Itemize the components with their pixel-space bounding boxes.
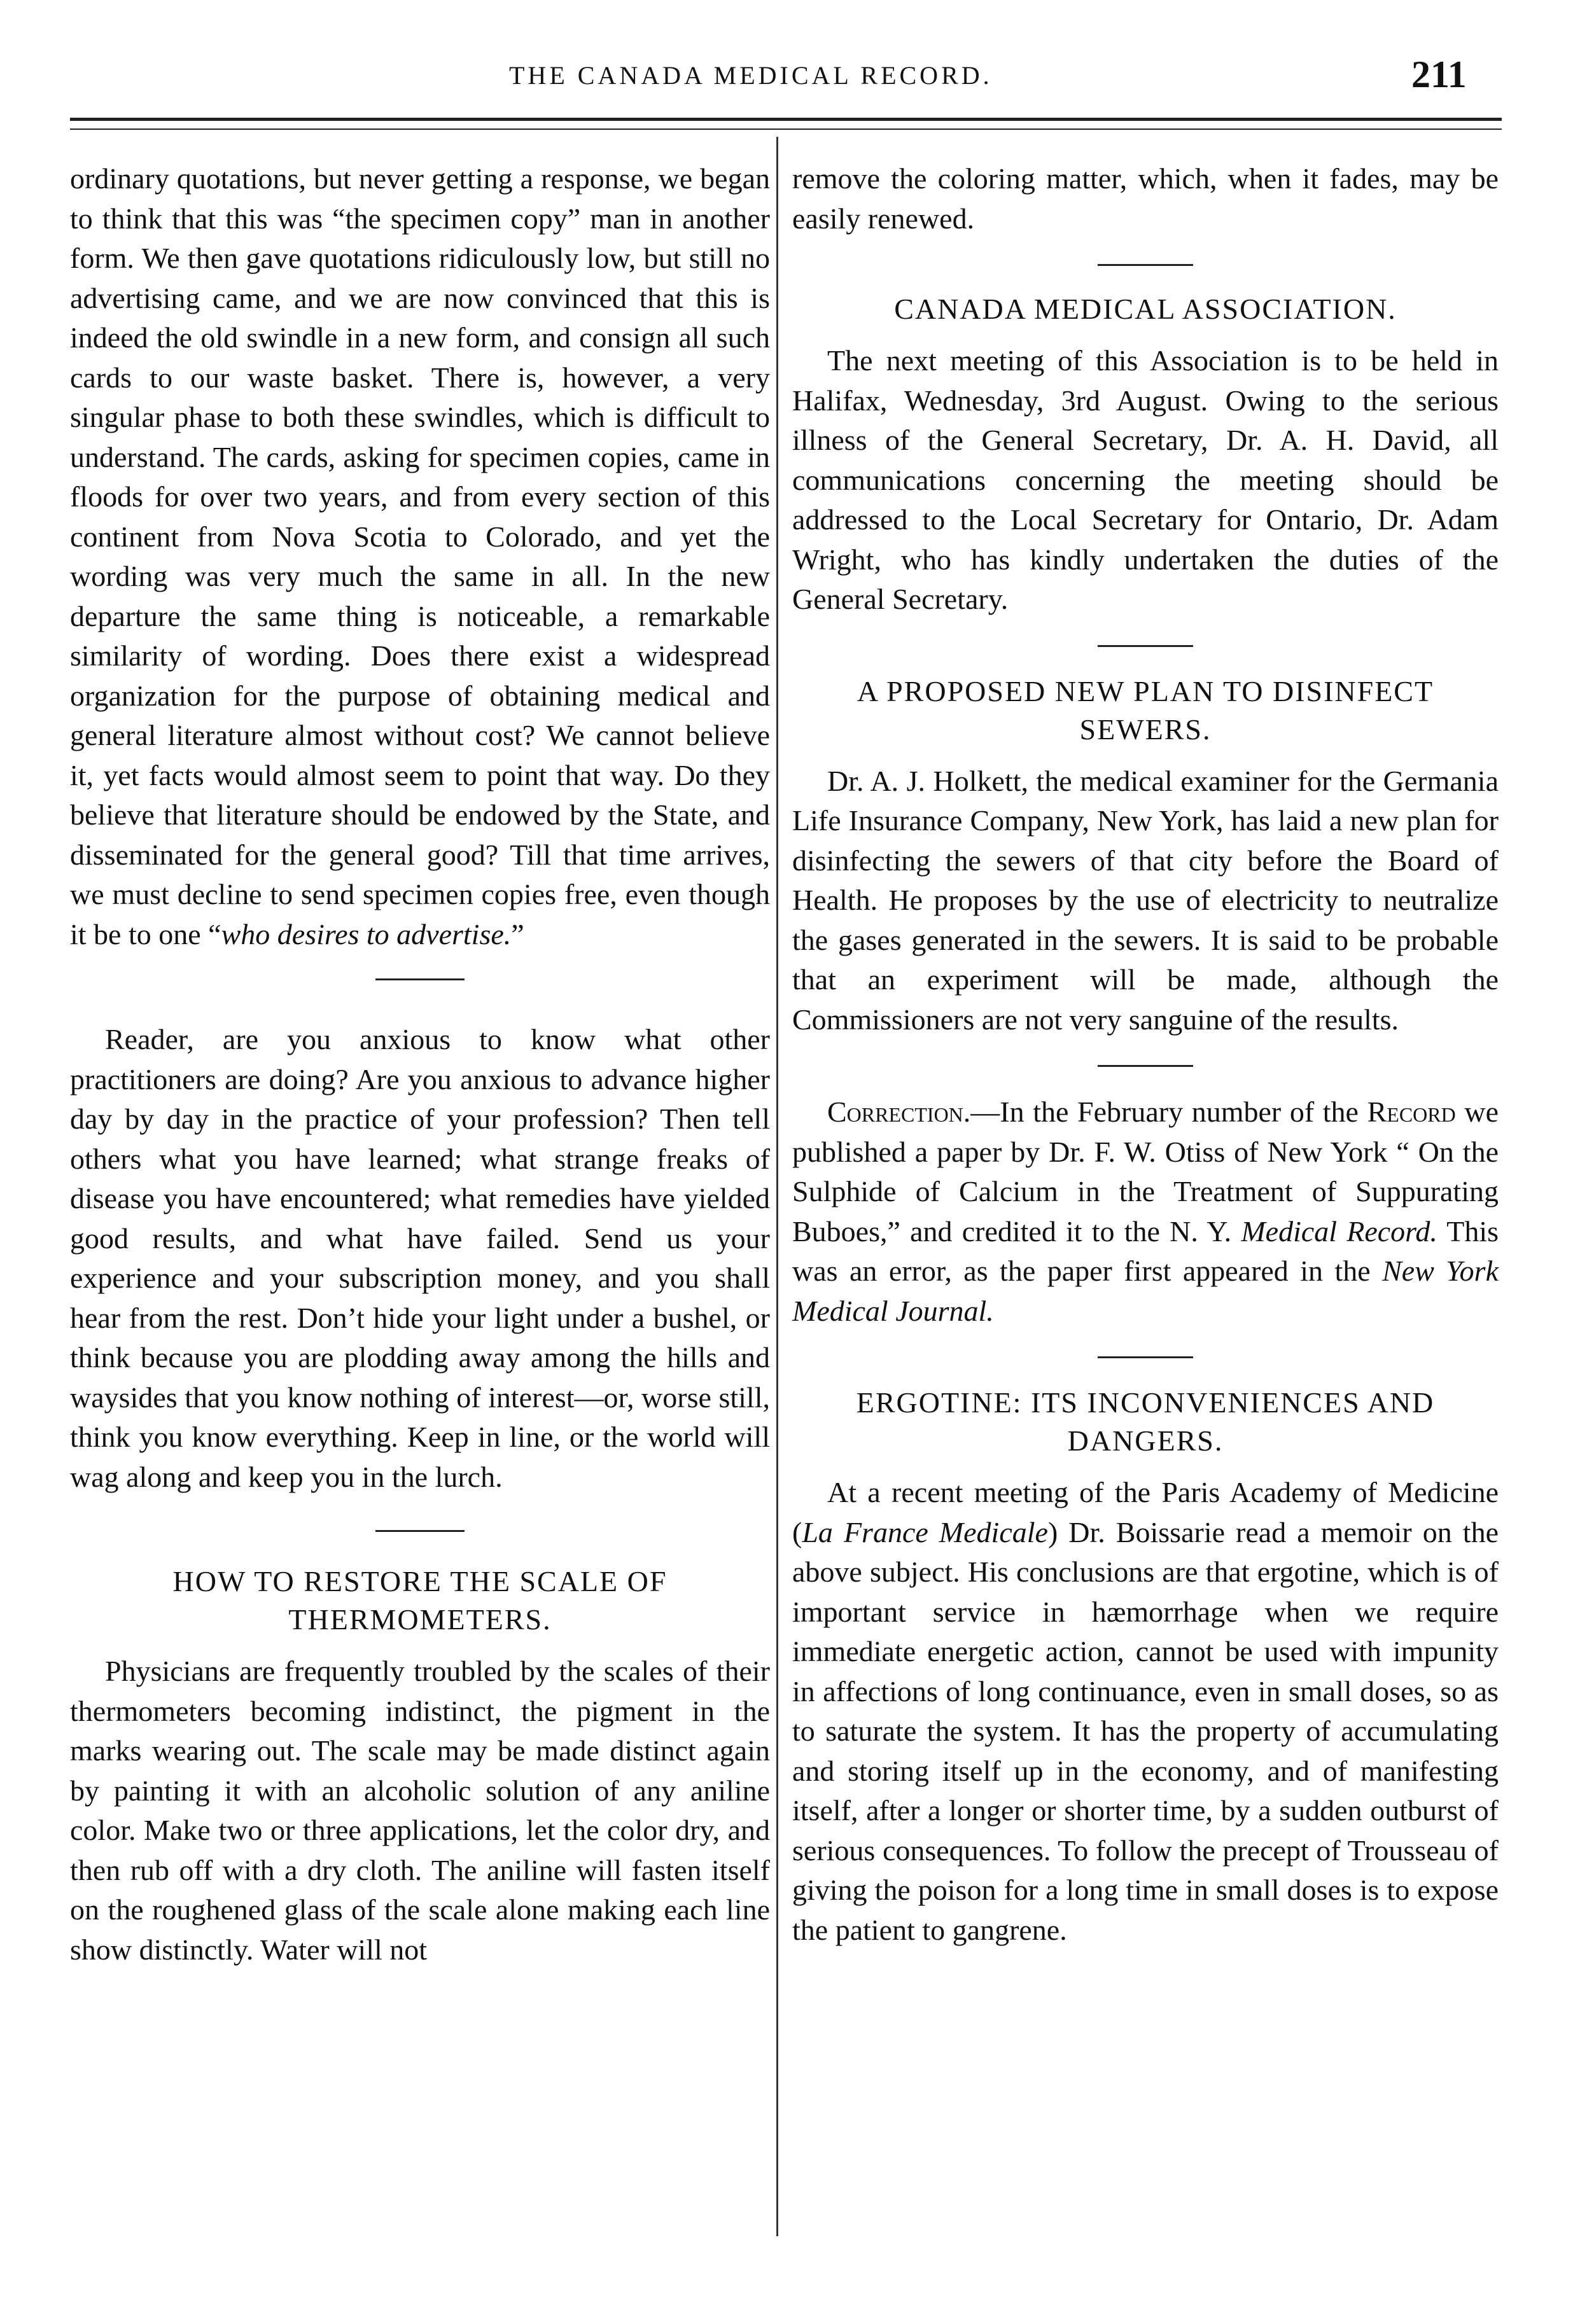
right-column bbox=[792, 159, 1499, 1950]
running-title: THE CANADA MEDICAL RECORD. bbox=[509, 61, 993, 90]
association-paragraph: The next meeting of this Association is to be held in Halifax, Wednesday, 3rd August. Owing to the serious illness of the General Secretary, Dr. A. H. David, all communications concerning the meeting should be addressed to the Local Secretary for Ontario, Dr. Adam Wright, who has kindly undertaken the duties of the General Secretary. bbox=[792, 344, 1499, 615]
ergotine-text-2: ) Dr. Boissarie read a memoir on the above subject. His conclusions are that ergotine, which is of important service in hæmorrhage when we require immediate energetic action, cannot be used with impunity in affections of long continuance, even in small doses, so as to saturate the system. It has the property of accumulating and storing itself up in the economy, and of manifesting itself, after a longer or shorter time, by a sudden outburst of serious consequences. To follow the precept of Trousseau of giving the poison for a long time in small doses is to expose the patient to gangrene. bbox=[792, 1515, 1499, 1946]
correction-italic-2: New York Medical Journal. bbox=[792, 1255, 1499, 1327]
correction-paragraph bbox=[792, 1092, 1499, 1331]
separator bbox=[1098, 1356, 1193, 1358]
column-divider bbox=[776, 137, 778, 2236]
sewers-heading: A PROPOSED NEW PLAN TO DISINFECT SEWERS. bbox=[856, 674, 1434, 746]
separator bbox=[375, 978, 465, 980]
page-header bbox=[0, 53, 1580, 105]
separator bbox=[375, 1530, 465, 1532]
correction-italic-1: Medical Record. bbox=[1241, 1214, 1437, 1248]
ergotine-text-1: At a recent meeting of the Paris Academy of Medicine ( bbox=[792, 1476, 1499, 1548]
left-paragraph-3: Physicians are frequently troubled by the scales of their thermometers becoming indistinct, the pigment in the marks wearing out. The scale may be made distinct again by painting it with an alcoholic solution of any aniline color. Make two or three applications, let the color dry, and then rub off with a dry cloth. The aniline will fasten itself on the roughened glass of the scale alone making each line show distinctly. Water will not bbox=[70, 1655, 770, 1966]
left-paragraph-1-end: ” bbox=[511, 917, 524, 950]
left-column bbox=[70, 159, 770, 1970]
separator bbox=[1098, 645, 1193, 647]
ergotine-italic: La France Medicale bbox=[802, 1515, 1048, 1548]
left-paragraph-1 bbox=[70, 159, 770, 954]
association-heading: CANADA MEDICAL ASSOCIATION. bbox=[894, 293, 1397, 325]
left-paragraph-1-text: ordinary quotations, but never getting a response, we began to think that this was “the specimen copy” man in another form. We then gave quotations ridiculously low, but still no advertising came, and we are now convinced that this is indeed the old swindle in a new form, and consign all such cards to our waste basket. There is, however, a very singular phase to both these swindles, which is difficult to understand. The cards, asking for specimen copies, came in floods for over two years, and from every section of this continent from Nova Scotia to Colorado, and yet the wording was very much the same in all. In the new departure the same thing is noticeable, a remarkable similarity of wording. Does there exist a widespread organization for the purpose of obtaining medical and general literature almost without cost? We cannot believe it, yet facts would almost seem to point that way. Do they believe that literature should be endowed by the State, and disseminated for the general good? Till that time arrives, we must decline to send specimen copies free, even though it be to one “ bbox=[70, 162, 770, 950]
separator bbox=[1098, 264, 1193, 266]
separator bbox=[1098, 1065, 1193, 1067]
correction-text-2: we published a paper by Dr. F. W. Otiss of New York “ On the Sulphide of Calcium in the Treatment of Suppurating Buboes,” and credited it to the N. Y. bbox=[792, 1096, 1499, 1248]
header-rule-thin bbox=[70, 129, 1502, 130]
header-rule-thick bbox=[70, 118, 1502, 121]
right-paragraph-0: remove the coloring matter, which, when it fades, may be easily renewed. bbox=[792, 162, 1499, 235]
ergotine-paragraph bbox=[792, 1473, 1499, 1950]
correction-text-3: This was an error, as the paper first appeared in the bbox=[792, 1214, 1499, 1287]
sewers-paragraph: Dr. A. J. Holkett, the medical examiner for the Germania Life Insurance Company, New York, has laid a new plan for disinfecting the sewers of that city before the Board of Health. He proposes by the use of electricity to neutralize the gases generated in the sewers. It is said to be probable that an experiment will be made, although the Commissioners are not very sanguine of the results. bbox=[792, 764, 1499, 1036]
left-paragraph-1-italic: who desires to advertise. bbox=[221, 917, 512, 950]
ergotine-heading: ERGOTINE: ITS INCONVENIENCES AND DANGERS. bbox=[856, 1386, 1435, 1457]
left-paragraph-2: Reader, are you anxious to know what other practitioners are doing? Are you anxious to advance higher day by day in the practice of your profession? Then tell others what you have learned; what strange freaks of disease you have encountered; what remedies have yielded good results, and what have failed. Send us your experience and your subscription money, and you shall hear from the rest. Don’t hide your light under a bushel, or think because you are plodding away among the hills and waysides that you know nothing of interest—or, worse still, think you know everything. Keep in line, or the world will wag along and keep you in the lurch. bbox=[70, 1023, 770, 1493]
correction-text-1: —In the February number of the bbox=[970, 1096, 1367, 1128]
correction-record: Record bbox=[1367, 1096, 1456, 1128]
thermometer-heading: HOW TO RESTORE THE SCALE OF THERMOMETERS. bbox=[172, 1565, 668, 1636]
page-number: 211 bbox=[1411, 53, 1467, 95]
correction-label: Correction. bbox=[827, 1096, 971, 1128]
